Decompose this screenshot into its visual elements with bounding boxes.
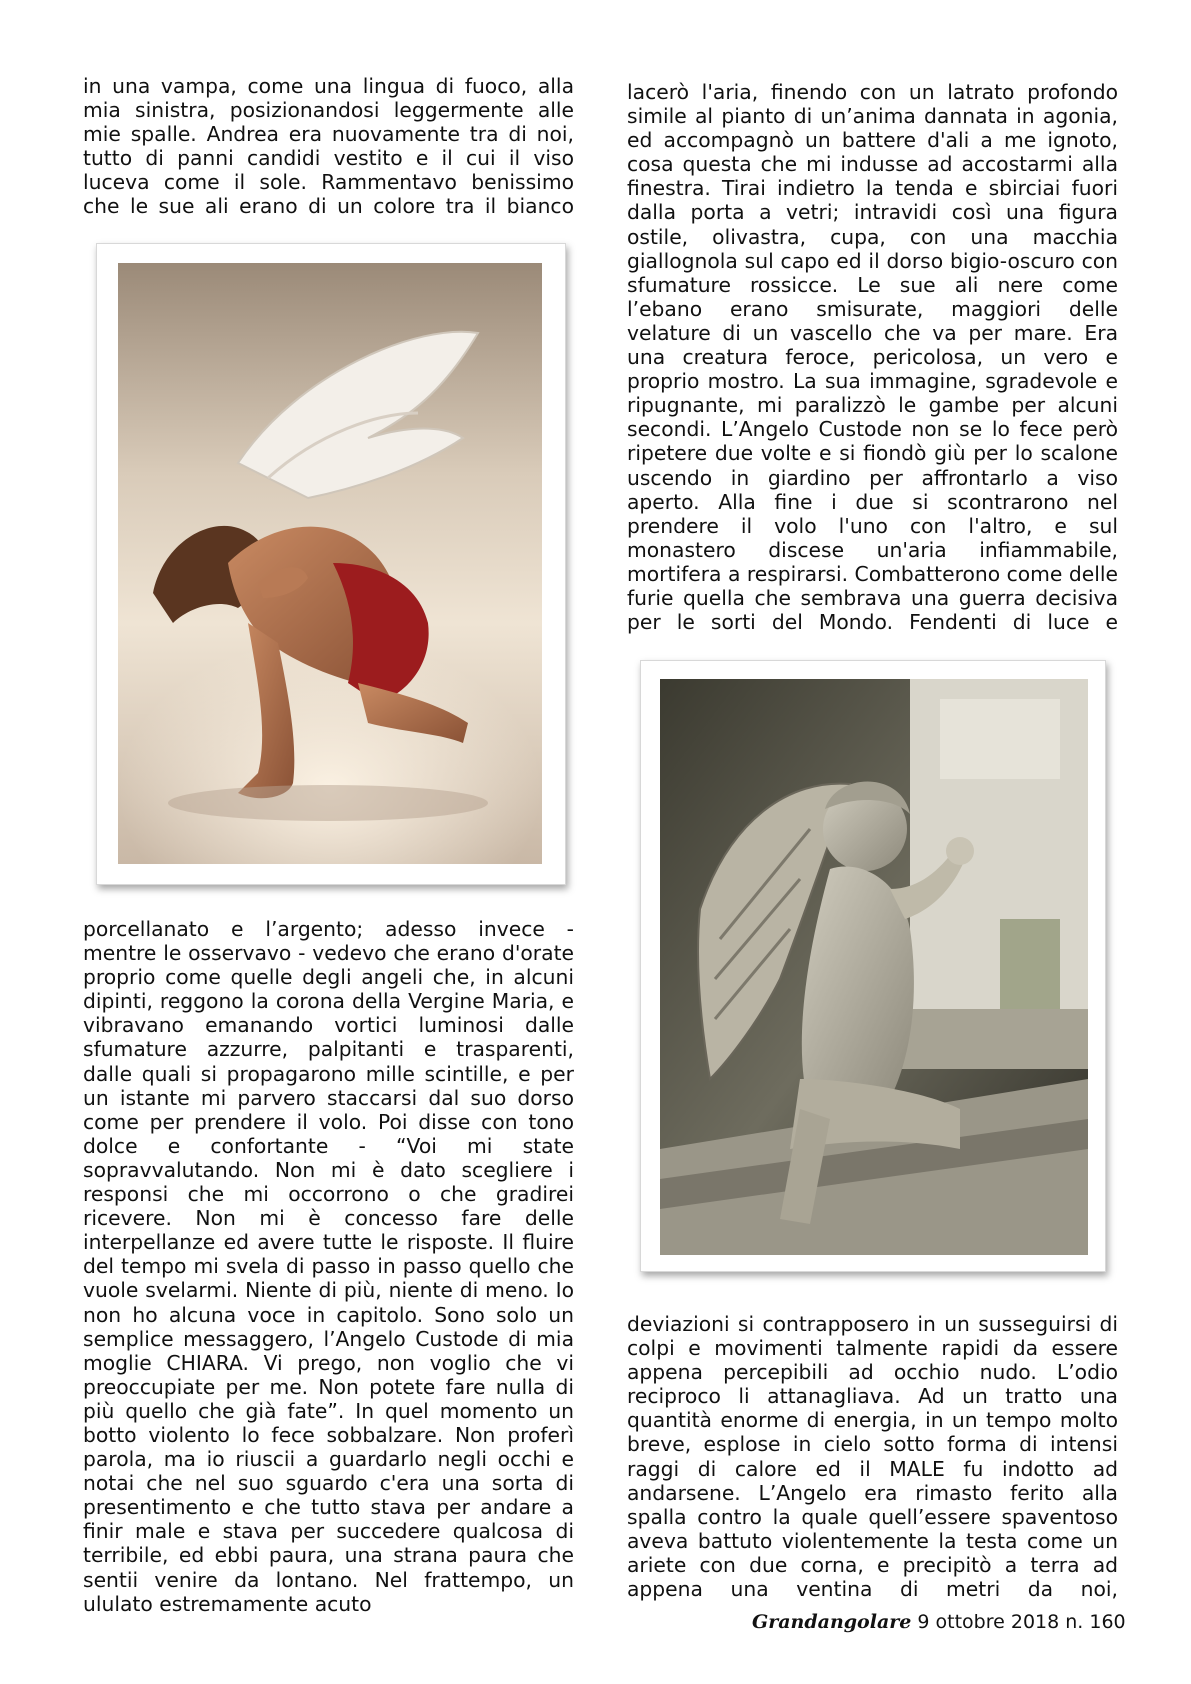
paragraph: deviazioni si contrapposero in un susseguirsi di colpi e movimenti talmente rapidi da essere appena percepibili ad occhio nudo. L’odio reciproco li attanagliava. Ad un tratto una quantità enorme di energia, in un tempo molto breve, esplose in cielo sotto forma di intensi raggi di calore ed il MALE fu indotto ad andarsene. L’Angelo era rimasto ferito alla spalla contro la quale quell’essere spaventoso aveva battuto violentemente la testa come un ariete con due corna, e precipitò a terra ad appena una ventina di metri da noi, — [627, 1312, 1118, 1602]
text-column-right-bottom — [627, 1312, 1118, 1601]
angel-painting-image — [118, 263, 542, 864]
publication-name: Grandangolare — [752, 1611, 912, 1633]
paragraph: porcellanato e l’argento; adesso invece - mentre le osservavo - vedevo che erano d'orate proprio come quelle degli angeli che, in alcuni dipinti, reggono la corona della Vergine Maria, e vibravano emanando vortici luminosi dalle sfumature azzurre, palpitanti e trasparenti, dalle quali si propagarono mille scintille, e per un istante mi parvero staccarsi dal suo dorso come per prendere il volo. Poi disse con tono dolce e confortante - “Voi mi state sopravvalutando. Non mi è dato scegliere i responsi che mi occorrono o che gradirei ricevere. Non mi è concesso fare delle interpellanze ed avere tutte le risposte. Il fluire del tempo mi svela di passo in passo quello che vuole svelarmi. Niente di più, niente di meno. Io non ho alcuna voce in capitolo. Sono solo un semplice messaggero, l’Angelo Custode di mia moglie CHIARA. Vi prego, non voglio che vi preoccupiate per me. Non potete fare nulla di più quello che già fate”. In quel momento un botto violento lo fece sobbalzare. Non proferì parola, ma io riuscii a guardarlo negli occhi e notai che nel suo sguardo c'era una sorta di presentimento e che tutto stava per andare a finir male e stava per succedere qualcosa di terribile, ed ebbi paura, una strana paura che sentii venire da lontano. Nel frattempo, un ululato estremamente acuto — [83, 917, 574, 1616]
issue-date: 9 ottobre 2018 n. 160 — [911, 1611, 1126, 1633]
text-column-right-top — [627, 80, 1118, 634]
text-column-left-bottom — [83, 917, 574, 1616]
image-frame-statue — [640, 660, 1106, 1272]
paragraph: lacerò l'aria, finendo con un latrato profondo simile al pianto di un’anima dannata in agonia, ed accompagnò un battere d'ali a me ignoto, cosa questa che mi indusse ad accostarmi alla finestra. Tirai indietro la tenda e sbirciai fuori dalla porta a vetri; intravidi così una figura ostile, olivastra, cupa, con una macchia giallognola sul capo ed il dorso bigio-oscuro con sfumature rossicce. Le sue ali nere come l’ebano erano smisurate, maggiori delle velature di un vascello che va per mare. Era una creatura feroce, pericolosa, un vero e proprio mostro. La sua immagine, sgradevole e ripugnante, mi paralizzò le gambe per alcuni secondi. L’Angelo Custode non se lo fece però ripetere due volte e si fiondò giù per lo scalone uscendo in giardino per affrontarlo a viso aperto. Alla fine i due si scontrarono nel prendere il volo l'uno con l'altro, e sul monastero discese un'aria infiammabile, mortifera a respirarsi. Combatterono come delle furie quella che sembrava una guerra decisiva per le sorti del Mondo. Fendenti di luce e — [627, 80, 1118, 635]
paragraph: in una vampa, come una lingua di fuoco, alla mia sinistra, posizionandosi leggermente alle mie spalle. Andrea era nuovamente tra di noi, tutto di panni candidi vestito e il cui il viso luceva come il sole. Rammentavo benissimo che le sue ali erano di un colore tra il bianco — [83, 74, 574, 219]
text-column-left-top — [83, 74, 574, 219]
page-footer — [752, 1610, 1126, 1634]
image-frame-painting — [96, 243, 566, 885]
angel-statue-image — [660, 679, 1088, 1255]
